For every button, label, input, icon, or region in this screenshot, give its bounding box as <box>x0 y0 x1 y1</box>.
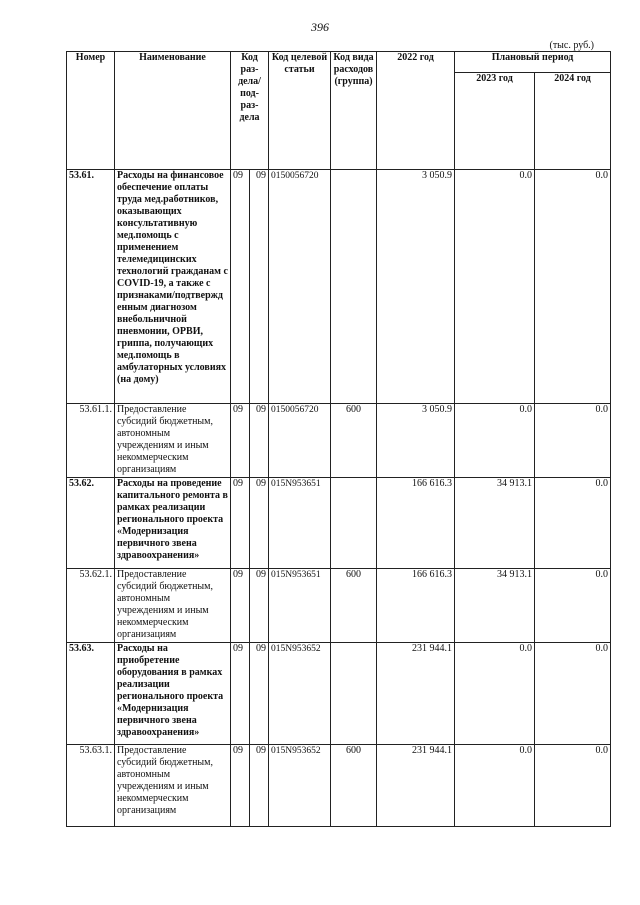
header-number: Номер <box>67 52 115 170</box>
row-amount-2024: 0.0 <box>535 643 611 745</box>
row-section: 09 <box>231 170 250 404</box>
header-expense-type-code: Код вида расходов (группа) <box>331 52 377 170</box>
row-target-code: 015N953652 <box>269 745 331 827</box>
table-row <box>67 569 611 643</box>
row-section: 09 <box>231 643 250 745</box>
row-amount-2023: 0.0 <box>455 404 535 478</box>
row-amount-2024: 0.0 <box>535 404 611 478</box>
units-label: (тыс. руб.) <box>549 40 594 51</box>
row-amount-2022: 166 616.3 <box>377 569 455 643</box>
header-target-code: Код целевой статьи <box>269 52 331 170</box>
row-number: 53.63. <box>67 643 115 745</box>
table-row <box>67 478 611 569</box>
row-section: 09 <box>231 569 250 643</box>
row-number: 53.61.1. <box>67 404 115 478</box>
row-subsection: 09 <box>250 478 269 569</box>
row-amount-2022: 166 616.3 <box>377 478 455 569</box>
row-amount-2022: 231 944.1 <box>377 745 455 827</box>
row-target-code: 0150056720 <box>269 404 331 478</box>
row-amount-2024: 0.0 <box>535 478 611 569</box>
header-2023: 2023 год <box>455 73 535 170</box>
row-expense-type: 600 <box>331 745 377 827</box>
row-expense-type: 600 <box>331 569 377 643</box>
row-number: 53.63.1. <box>67 745 115 827</box>
row-amount-2023: 0.0 <box>455 170 535 404</box>
row-amount-2022: 3 050.9 <box>377 170 455 404</box>
header-2022: 2022 год <box>377 52 455 170</box>
row-target-code: 0150056720 <box>269 170 331 404</box>
row-name: Предоставление субсидий бюджетным, автономным учреждениям и иным некоммерческим организациям <box>115 404 231 478</box>
row-expense-type <box>331 478 377 569</box>
page-number: 396 <box>311 20 329 34</box>
row-subsection: 09 <box>250 569 269 643</box>
header-section-code: Код раз-дела/ под-раз-дела <box>231 52 269 170</box>
row-amount-2023: 34 913.1 <box>455 478 535 569</box>
row-amount-2024: 0.0 <box>535 170 611 404</box>
table-row <box>67 745 611 827</box>
row-target-code: 015N953651 <box>269 478 331 569</box>
budget-table <box>66 51 611 827</box>
row-amount-2022: 231 944.1 <box>377 643 455 745</box>
row-expense-type: 600 <box>331 404 377 478</box>
row-amount-2023: 0.0 <box>455 643 535 745</box>
row-subsection: 09 <box>250 745 269 827</box>
row-amount-2024: 0.0 <box>535 745 611 827</box>
row-subsection: 09 <box>250 643 269 745</box>
table-row <box>67 404 611 478</box>
header-2024: 2024 год <box>535 73 611 170</box>
row-target-code: 015N953651 <box>269 569 331 643</box>
row-section: 09 <box>231 478 250 569</box>
table-row <box>67 643 611 745</box>
row-name: Расходы на финансовое обеспечение оплаты труда мед.работников, оказывающих консультативную мед.помощь с применением телемедицинских технологий гражданам с COVID-19, а также с признаками/подтвержд енным диагнозом внебольничной пневмонии, ОРВИ, гриппа, получающих мед.помощь в амбулаторных условиях (на дому) <box>115 170 231 404</box>
row-name: Расходы на проведение капитального ремонта в рамках реализации регионального проекта «Модернизация первичного звена здравоохранения» <box>115 478 231 569</box>
row-name: Предоставление субсидий бюджетным, автономным учреждениям и иным некоммерческим организациям <box>115 569 231 643</box>
header-row-top <box>67 52 611 73</box>
row-number: 53.62. <box>67 478 115 569</box>
row-section: 09 <box>231 745 250 827</box>
row-amount-2024: 0.0 <box>535 569 611 643</box>
row-expense-type <box>331 170 377 404</box>
row-subsection: 09 <box>250 404 269 478</box>
row-target-code: 015N953652 <box>269 643 331 745</box>
row-amount-2023: 34 913.1 <box>455 569 535 643</box>
row-amount-2023: 0.0 <box>455 745 535 827</box>
header-name: Наименование <box>115 52 231 170</box>
row-subsection: 09 <box>250 170 269 404</box>
row-number: 53.61. <box>67 170 115 404</box>
row-name: Предоставление субсидий бюджетным, автономным учреждениям и иным некоммерческим организациям <box>115 745 231 827</box>
row-amount-2022: 3 050.9 <box>377 404 455 478</box>
row-section: 09 <box>231 404 250 478</box>
header-plan-period: Плановый период <box>455 52 611 73</box>
row-expense-type <box>331 643 377 745</box>
table-row <box>67 170 611 404</box>
row-number: 53.62.1. <box>67 569 115 643</box>
row-name: Расходы на приобретение оборудования в рамках реализации регионального проекта «Модернизация первичного звена здравоохранения» <box>115 643 231 745</box>
